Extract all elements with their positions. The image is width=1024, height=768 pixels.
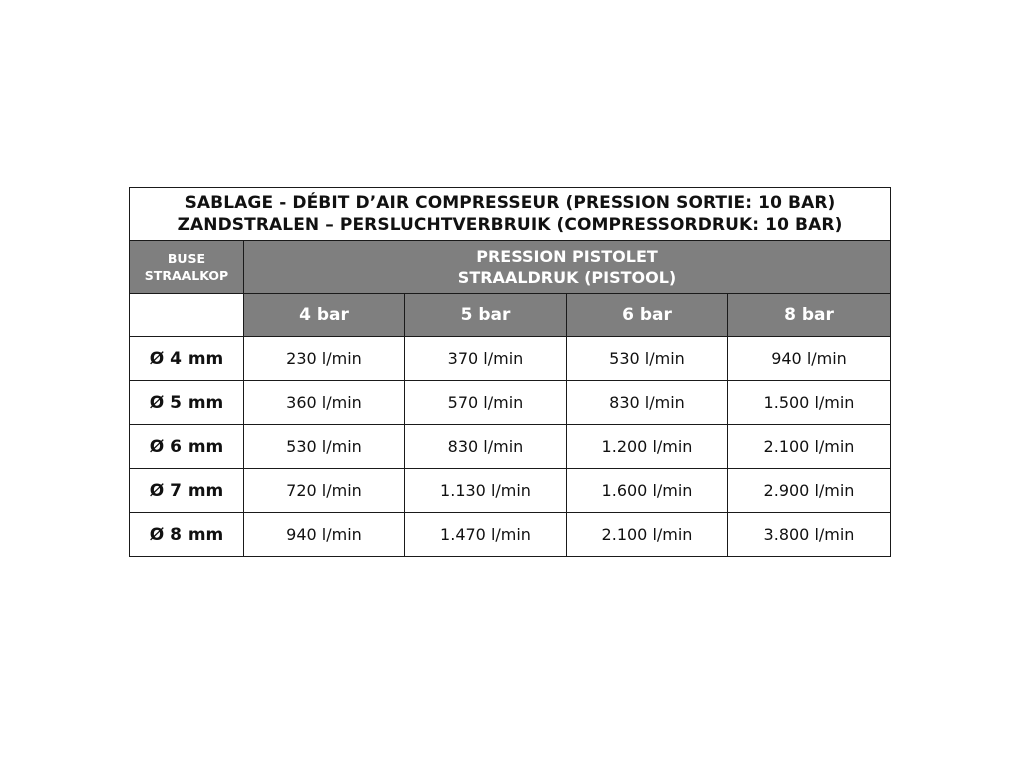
blank-header-cell <box>130 294 244 337</box>
table-row <box>130 469 891 513</box>
table-cell: 940 l/min <box>244 513 405 557</box>
table-row <box>130 337 891 381</box>
nozzle-label: Ø 6 mm <box>130 425 244 469</box>
pressure-header-nl: STRAALDRUK (PISTOOL) <box>457 268 677 287</box>
column-header-8bar: 8 bar <box>728 294 891 337</box>
table-cell: 530 l/min <box>567 337 728 381</box>
table-cell: 2.100 l/min <box>728 425 891 469</box>
table-cell: 830 l/min <box>567 381 728 425</box>
nozzle-label: Ø 7 mm <box>130 469 244 513</box>
table-cell: 1.500 l/min <box>728 381 891 425</box>
table-row <box>130 513 891 557</box>
header-row <box>130 241 891 294</box>
column-header-5bar: 5 bar <box>405 294 567 337</box>
table-cell: 530 l/min <box>244 425 405 469</box>
pressure-columns-row <box>130 294 891 337</box>
table-cell: 3.800 l/min <box>728 513 891 557</box>
table-cell: 360 l/min <box>244 381 405 425</box>
nozzle-header-fr: BUSE <box>167 251 206 266</box>
pressure-header-fr: PRESSION PISTOLET <box>476 247 658 266</box>
title-line-fr: SABLAGE - DÉBIT D’AIR COMPRESSEUR (PRESSION SORTIE: 10 BAR) <box>184 193 836 213</box>
title-line-nl: ZANDSTRALEN – PERSLUCHTVERBRUIK (COMPRESSORDRUK: 10 BAR) <box>177 215 843 235</box>
table-row <box>130 425 891 469</box>
table-row <box>130 381 891 425</box>
nozzle-label: Ø 5 mm <box>130 381 244 425</box>
table-cell: 830 l/min <box>405 425 567 469</box>
table-cell: 370 l/min <box>405 337 567 381</box>
nozzle-label: Ø 8 mm <box>130 513 244 557</box>
table-cell: 1.600 l/min <box>567 469 728 513</box>
air-consumption-table <box>129 187 891 557</box>
table-cell: 230 l/min <box>244 337 405 381</box>
nozzle-label: Ø 4 mm <box>130 337 244 381</box>
table-cell: 720 l/min <box>244 469 405 513</box>
table-cell: 1.470 l/min <box>405 513 567 557</box>
table-cell: 1.200 l/min <box>567 425 728 469</box>
title-row <box>130 188 891 241</box>
table-cell: 940 l/min <box>728 337 891 381</box>
column-header-4bar: 4 bar <box>244 294 405 337</box>
table-cell: 2.900 l/min <box>728 469 891 513</box>
table-cell: 570 l/min <box>405 381 567 425</box>
table-cell: 1.130 l/min <box>405 469 567 513</box>
nozzle-header-nl: STRAALKOP <box>144 268 229 283</box>
table-title <box>130 188 891 241</box>
nozzle-header <box>130 241 244 294</box>
table-cell: 2.100 l/min <box>567 513 728 557</box>
column-header-6bar: 6 bar <box>567 294 728 337</box>
pressure-header <box>244 241 891 294</box>
